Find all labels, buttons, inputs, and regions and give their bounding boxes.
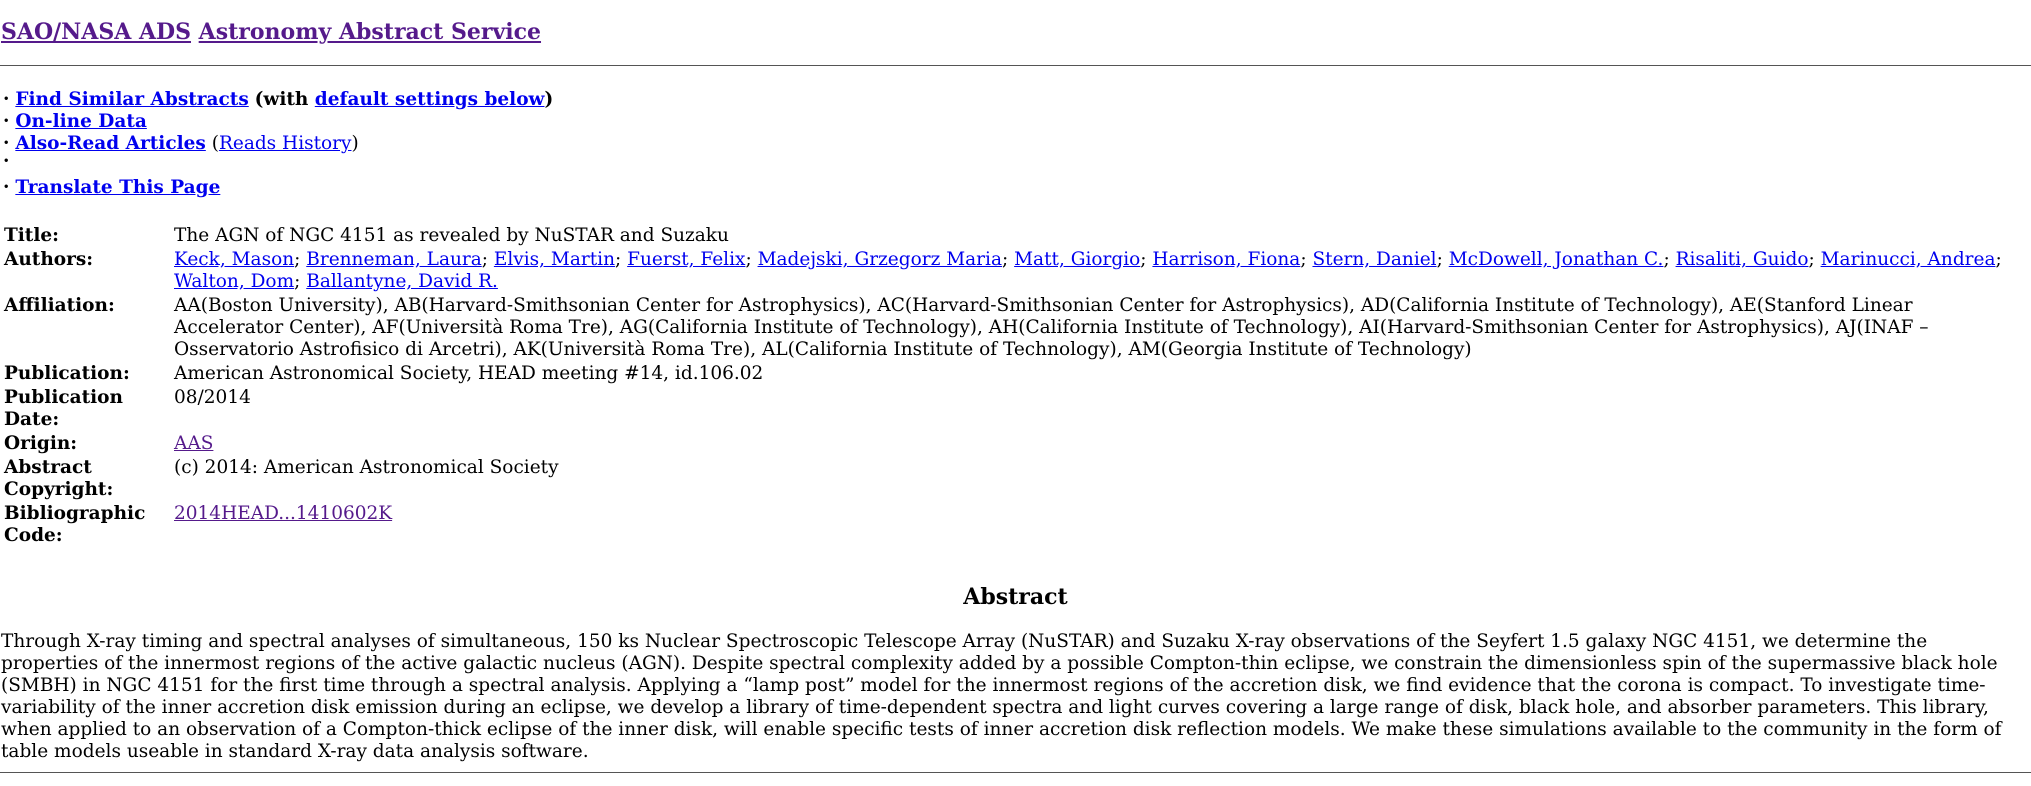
online-data-link[interactable]: On-line Data [15, 111, 147, 132]
author-link[interactable]: Marinucci, Andrea [1820, 249, 1996, 270]
title-label: Title: [4, 225, 59, 246]
copyright-row [2, 456, 2027, 502]
affiliation-label: Affiliation: [4, 295, 115, 316]
author-link[interactable]: Keck, Mason [174, 249, 295, 270]
find-similar-row: · Find Similar Abstracts (with default settings below) [3, 89, 554, 110]
publication-label: Publication: [4, 363, 130, 384]
authors-list: Keck, Mason; Brenneman, Laura; Elvis, Martin; Fuerst, Felix; Madejski, Grzegorz Maria; Matt, Giorgio; Harrison, Fiona; Stern, Daniel; McDowell, Jonathan C.; Risaliti, Guido; Marinucci, Andrea; Walton, Dom; Ballantyne, David R. [174, 249, 2002, 292]
default-settings-link[interactable]: default settings below [314, 89, 545, 110]
title-value: The AGN of NGC 4151 as revealed by NuSTAR and Suzaku [174, 225, 729, 246]
author-link[interactable]: Matt, Giorgio [1014, 249, 1141, 270]
publication-value: American Astronomical Society, HEAD meeting #14, id.106.02 [174, 363, 764, 384]
author-link[interactable]: Walton, Dom [174, 271, 295, 292]
abstract-heading: Abstract [963, 584, 1068, 610]
origin-label: Origin: [4, 433, 78, 454]
pubdate-row [2, 386, 2027, 432]
origin-link[interactable]: AAS [174, 433, 214, 454]
author-link[interactable]: Brenneman, Laura [306, 249, 482, 270]
authors-row [2, 248, 2027, 294]
with-close-text: ) [544, 89, 554, 110]
also-read-row: · Also-Read Articles (Reads History) [3, 133, 359, 154]
bibcode-link[interactable]: 2014HEAD...1410602K [174, 503, 393, 524]
online-data-row: · On-line Data [3, 111, 147, 132]
author-link[interactable]: McDowell, Jonathan C. [1448, 249, 1664, 270]
author-link[interactable]: Stern, Daniel [1312, 249, 1437, 270]
author-link[interactable]: Harrison, Fiona [1152, 249, 1301, 270]
abstract-service-link[interactable]: Astronomy Abstract Service [198, 19, 542, 45]
abstract-body: Through X-ray timing and spectral analyses of simultaneous, 150 ks Nuclear Spectroscopic Telescope Array (NuSTAR) and Suzaku X-ray observations of the Seyfert 1.5 galaxy NGC 4151, we determine the properties of the innermost regions of the active galactic nucleus (AGN). Despite spectral complexity added by a possible Compton-thin eclipse, we constrain the dimensionless spin of the supermassive black hole (SMBH) in NGC 4151 for the first time through a spectral analysis. Applying a “lamp post” model for the innermost regions of the accretion disk, we find evidence that the corona is compact. To investigate time-variability of the inner accretion disk emission during an eclipse, we develop a library of time-dependent spectra and light curves covering a large range of disk, black hole, and absorber parameters. This library, when applied to an observation of a Compton-thick eclipse of the inner disk, will enable specific tests of inner accretion disk reflection models. We make these simulations available to the community in the form of table models useable in standard X-ray data analysis software. [1, 631, 2002, 762]
copyright-label: Abstract Copyright: [4, 457, 114, 500]
title-row [2, 224, 2027, 248]
translate-link[interactable]: Translate This Page [15, 177, 221, 198]
author-link[interactable]: Fuerst, Felix [627, 249, 746, 270]
empty-bullet-row: · [3, 151, 10, 172]
affiliation-value: AA(Boston University), AB(Harvard-Smithsonian Center for Astrophysics), AC(Harvard-Smithsonian Center for Astrophysics), AD(California Institute of Technology), AE(Stanford Linear Accelerator Center), AF(Università Roma Tre), AG(California Institute of Technology), AH(California Institute of Technology), AI(Harvard-Smithsonian Center for Astrophysics), AJ(INAF – Osservatorio Astrofisico di Arcetri), AK(Università Roma Tre), AL(California Institute of Technology), AM(Georgia Institute of Technology) [174, 295, 1929, 360]
find-similar-link[interactable]: Find Similar Abstracts [15, 89, 249, 110]
with-open-text: (with [254, 89, 315, 110]
author-link[interactable]: Madejski, Grzegorz Maria [757, 249, 1002, 270]
also-read-link[interactable]: Also-Read Articles [15, 133, 206, 154]
bottom-divider [0, 772, 2031, 773]
authors-label: Authors: [4, 249, 94, 270]
site-header [1, 19, 541, 45]
bibcode-label: Bibliographic Code: [4, 503, 146, 546]
pubdate-label: Publication Date: [4, 387, 123, 430]
action-links [3, 89, 553, 199]
author-link[interactable]: Ballantyne, David R. [306, 271, 498, 292]
translate-row: · Translate This Page [3, 177, 221, 198]
bibcode-row [2, 502, 2027, 548]
author-link[interactable]: Elvis, Martin [493, 249, 616, 270]
publication-row [2, 362, 2027, 386]
metadata-table [2, 224, 2027, 548]
author-link[interactable]: Risaliti, Guido [1675, 249, 1809, 270]
affiliation-row [2, 294, 2027, 362]
pubdate-value: 08/2014 [174, 387, 251, 408]
copyright-value: (c) 2014: American Astronomical Society [174, 457, 559, 478]
top-divider [0, 65, 2031, 66]
reads-history-link[interactable]: Reads History [218, 133, 352, 154]
ads-home-link[interactable]: SAO/NASA ADS [1, 19, 191, 45]
origin-row [2, 432, 2027, 456]
